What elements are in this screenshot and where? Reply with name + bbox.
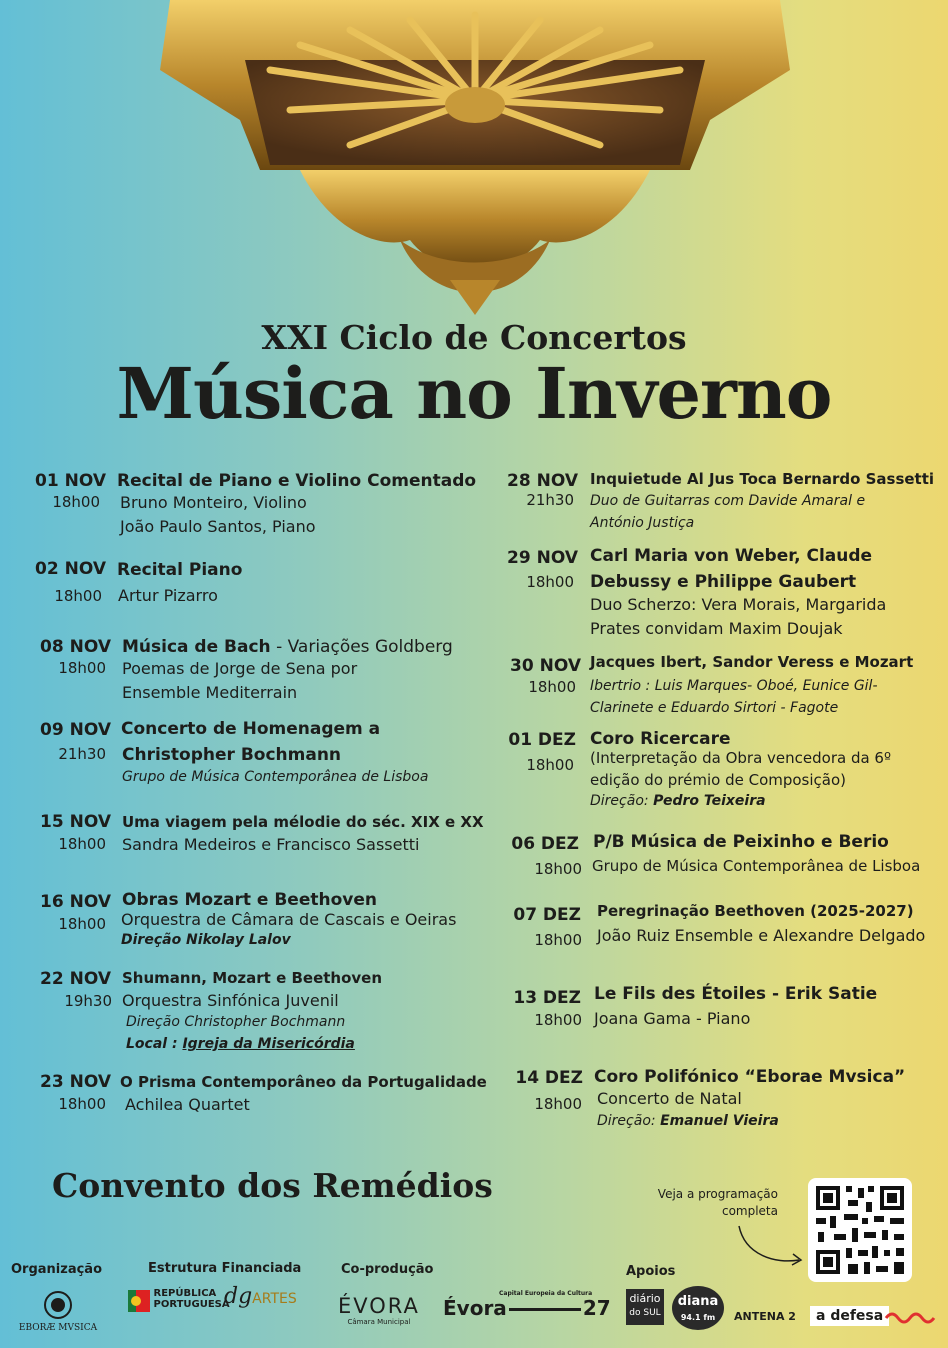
event-title: Carl Maria von Weber, Claude <box>590 546 873 566</box>
republica-portuguesa-logo <box>128 1288 230 1314</box>
event-time: 18h00 <box>534 1095 582 1113</box>
qr-note-line1: Veja a programação <box>657 1187 778 1201</box>
partner-logo-red-icon <box>884 1310 940 1326</box>
a-defesa-logo: a defesa <box>810 1306 889 1326</box>
evora-text: ÉVORA <box>338 1294 420 1318</box>
venue-name: Convento dos Remédios <box>52 1166 493 1205</box>
event-detail: Prates convidam Maxim Doujak <box>590 619 843 638</box>
event-title-line2: Christopher Bochmann <box>122 745 342 765</box>
event-title: P/B Música de Peixinho e Berio <box>593 832 889 852</box>
diana-fm-text: 94.1 fm <box>680 1313 716 1322</box>
cycle-subtitle: XXI Ciclo de Concertos <box>261 318 687 357</box>
event-date: 23 NOV <box>40 1072 111 1092</box>
event-director: Direção Christopher Bochmann <box>126 1014 346 1030</box>
event-title: Inquietude Al Jus Toca Bernardo Sassetti <box>590 470 935 488</box>
event-detail: Orquestra de Câmara de Cascais e Oeiras <box>121 910 457 929</box>
festival-title: Música no Inverno <box>116 352 832 435</box>
director-name: Emanuel Vieira <box>660 1113 779 1129</box>
event-detail: (Interpretação da Obra vencedora da 6º <box>590 749 892 767</box>
event-detail: Ensemble Mediterrain <box>122 683 298 702</box>
director-label: Direção: <box>590 793 654 809</box>
event-detail: edição do prémio de Composição) <box>590 771 847 789</box>
event-detail: Grupo de Música Contemporânea de Lisboa <box>122 769 429 785</box>
eborae-musica-logo <box>18 1290 98 1333</box>
eborae-text: EBORÆ MVSICA <box>18 1323 98 1333</box>
event-time: 18h00 <box>528 678 576 696</box>
event-detail: João Paulo Santos, Piano <box>120 517 316 536</box>
event-detail: Poemas de Jorge de Sena por <box>122 659 358 678</box>
republica-line1: REPÚBLICA <box>153 1288 217 1299</box>
diario-do-sul-logo <box>626 1289 664 1325</box>
event-title-line2: Debussy e Philippe Gaubert <box>590 572 857 592</box>
flag-shield-icon <box>128 1288 150 1314</box>
qr-note-line2: completa <box>721 1204 778 1218</box>
curved-arrow-icon <box>735 1220 807 1270</box>
event-director <box>590 790 766 812</box>
event-date: 16 NOV <box>40 892 111 912</box>
event-time: 18h00 <box>534 860 582 878</box>
evora-cm-logo <box>338 1294 420 1326</box>
event-detail: Concerto de Natal <box>597 1089 742 1108</box>
event-title: Recital Piano <box>117 560 243 580</box>
event-date: 22 NOV <box>40 969 111 989</box>
evora-2027-logo <box>443 1290 611 1320</box>
evora27-num: 27 <box>582 1296 611 1320</box>
event-time: 18h00 <box>526 573 574 591</box>
event-date: 30 NOV <box>510 656 581 676</box>
event-time: 18h00 <box>58 835 106 853</box>
event-detail: Clarinete e Eduardo Sirtori - Fagote <box>590 700 839 716</box>
event-title: Uma viagem pela mélodie do séc. XIX e XX <box>122 813 484 831</box>
event-director: Direção Nikolay Lalov <box>121 932 291 948</box>
event-location <box>126 1033 355 1055</box>
event-title-suffix: - Variações Goldberg <box>270 637 453 657</box>
event-detail: Grupo de Música Contemporânea de Lisboa <box>592 857 921 875</box>
event-title <box>122 635 453 659</box>
camara-text: Câmara Municipal <box>347 1318 411 1326</box>
event-time: 19h30 <box>64 992 112 1010</box>
event-time: 18h00 <box>534 931 582 949</box>
location-label: Local : <box>126 1036 183 1052</box>
label-organizacao: Organização <box>11 1262 102 1277</box>
qr-note <box>640 1186 778 1220</box>
label-coproducao: Co-produção <box>341 1262 434 1277</box>
diana-fm-logo <box>672 1286 724 1330</box>
event-detail: Ibertrio : Luis Marques- Oboé, Eunice Gil- <box>590 678 878 694</box>
event-time: 18h00 <box>526 756 574 774</box>
evora27-text: Évora <box>443 1296 507 1320</box>
event-date: 01 DEZ <box>508 730 576 750</box>
location-link[interactable]: Igreja da Misericórdia <box>182 1036 355 1052</box>
event-detail: Duo Scherzo: Vera Morais, Margarida <box>590 595 887 614</box>
diario-line2: do SUL <box>629 1308 661 1318</box>
event-date: 09 NOV <box>40 720 111 740</box>
event-date: 07 DEZ <box>513 905 581 925</box>
event-time: 18h00 <box>54 587 102 605</box>
event-time: 18h00 <box>58 915 106 933</box>
diario-line1: diário <box>629 1292 661 1305</box>
event-detail: Sandra Medeiros e Francisco Sassetti <box>122 835 420 854</box>
director-label: Direção: <box>597 1113 661 1129</box>
event-date: 15 NOV <box>40 812 111 832</box>
event-detail: Joana Gama - Piano <box>594 1009 751 1028</box>
dg-text: dg <box>224 1284 253 1309</box>
event-date: 06 DEZ <box>511 834 579 854</box>
event-detail: Orquestra Sinfónica Juvenil <box>122 991 339 1010</box>
event-time: 18h00 <box>58 1095 106 1113</box>
event-title: Coro Polifónico “Eborae Mvsica” <box>594 1067 906 1087</box>
event-detail: Duo de Guitarras com Davide Amaral e <box>590 493 866 509</box>
event-title: Shumann, Mozart e Beethoven <box>122 969 383 987</box>
event-title: Recital de Piano e Violino Comentado <box>117 471 477 491</box>
event-director <box>597 1110 779 1132</box>
event-date: 29 NOV <box>507 548 578 568</box>
event-date: 14 DEZ <box>515 1068 583 1088</box>
event-time: 18h00 <box>534 1011 582 1029</box>
event-detail: João Ruiz Ensemble e Alexandre Delgado <box>597 926 926 945</box>
gilded-carving-image <box>150 0 800 320</box>
label-apoios: Apoios <box>626 1264 676 1279</box>
event-title: Obras Mozart e Beethoven <box>122 890 377 910</box>
event-date: 01 NOV <box>35 471 106 491</box>
event-time: 21h30 <box>526 491 574 509</box>
event-title: O Prisma Contemporâneo da Portugalidade <box>120 1073 487 1091</box>
event-time: 21h30 <box>58 745 106 763</box>
dgartes-logo <box>224 1284 297 1309</box>
republica-line2: PORTUGUESA <box>153 1299 230 1310</box>
event-title: Le Fils des Étoiles - Erik Satie <box>594 984 878 1004</box>
event-title-bold: Música de Bach <box>122 637 271 657</box>
director-name: Pedro Teixeira <box>653 793 766 809</box>
event-detail: António Justiça <box>590 515 695 531</box>
event-date: 28 NOV <box>507 471 578 491</box>
qr-code-icon[interactable] <box>808 1178 912 1282</box>
antena2-logo: ANTENA 2 <box>734 1310 796 1323</box>
event-detail: Achilea Quartet <box>125 1095 250 1114</box>
event-time: 18h00 <box>58 659 106 677</box>
capital-text: Capital Europeia da Cultura <box>499 1290 593 1297</box>
event-date: 02 NOV <box>35 559 106 579</box>
event-title: Jacques Ibert, Sandor Veress e Mozart <box>590 653 914 671</box>
eborae-emblem-icon <box>43 1290 73 1320</box>
event-detail: Artur Pizarro <box>118 586 218 605</box>
event-title: Concerto de Homenagem a <box>121 719 381 739</box>
event-detail: Bruno Monteiro, Violino <box>120 493 307 512</box>
event-date: 13 DEZ <box>513 988 581 1008</box>
label-estrutura-financiada: Estrutura Financiada <box>148 1261 302 1276</box>
diana-text: diana <box>677 1294 719 1309</box>
event-title: Coro Ricercare <box>590 729 731 749</box>
event-title: Peregrinação Beethoven (2025-2027) <box>597 902 914 920</box>
event-date: 08 NOV <box>40 637 111 657</box>
dg-artes-text: ARTES <box>252 1291 297 1307</box>
event-time: 18h00 <box>52 493 100 511</box>
